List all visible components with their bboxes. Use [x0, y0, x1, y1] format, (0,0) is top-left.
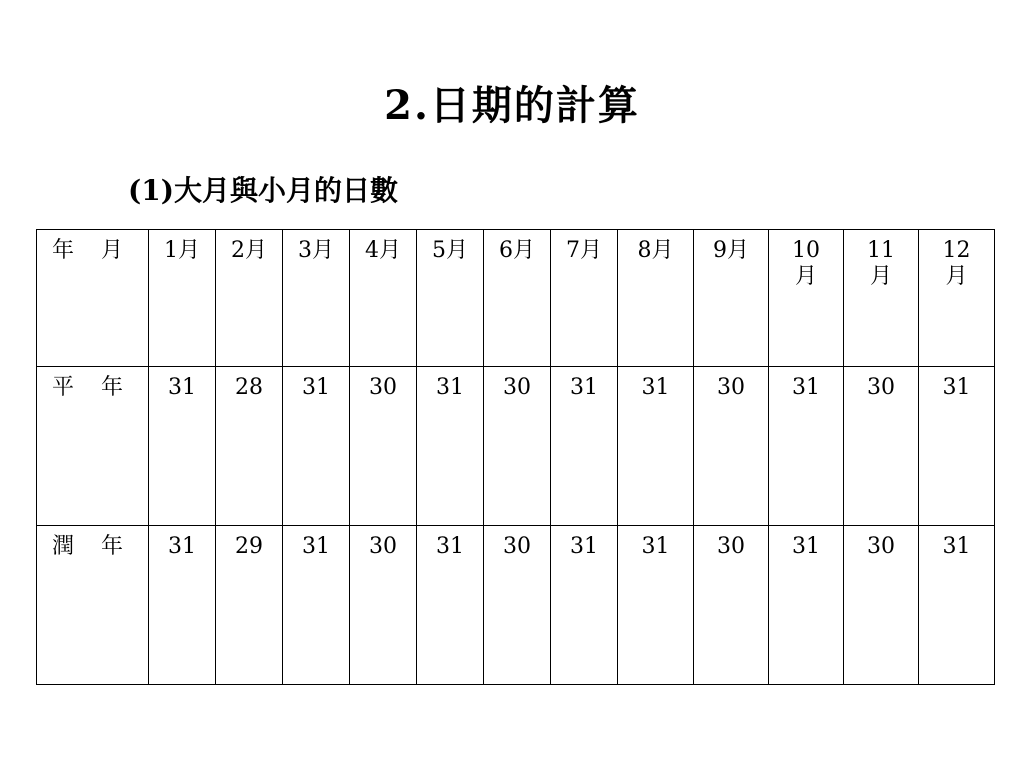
day-count-cell: 31 — [283, 367, 350, 526]
day-count-cell: 31 — [618, 526, 694, 685]
month-header-cell: 11月 — [844, 230, 919, 367]
table-header-row — [37, 230, 995, 367]
month-header-cell: 10月 — [769, 230, 844, 367]
table-row-leap-year — [37, 526, 995, 685]
day-count-cell: 31 — [919, 367, 995, 526]
month-header-cell: 6月 — [484, 230, 551, 367]
month-header-cell: 4月 — [350, 230, 417, 367]
day-count-cell: 30 — [350, 367, 417, 526]
month-days-table — [36, 229, 995, 685]
day-count-cell: 30 — [350, 526, 417, 685]
day-count-cell: 28 — [216, 367, 283, 526]
header-corner-cell: 年 月 — [37, 230, 149, 367]
month-header-cell: 8月 — [618, 230, 694, 367]
day-count-cell: 30 — [484, 526, 551, 685]
day-count-cell: 31 — [417, 367, 484, 526]
day-count-cell: 31 — [283, 526, 350, 685]
month-header-cell: 2月 — [216, 230, 283, 367]
page-title: 2.日期的計算 — [384, 82, 640, 129]
month-header-cell: 9月 — [694, 230, 769, 367]
day-count-cell: 30 — [844, 367, 919, 526]
month-header-cell: 12月 — [919, 230, 995, 367]
month-header-cell: 3月 — [283, 230, 350, 367]
day-count-cell: 31 — [551, 526, 618, 685]
day-count-cell: 31 — [149, 367, 216, 526]
row-label-cell: 潤 年 — [37, 526, 149, 685]
row-label-cell: 平 年 — [37, 367, 149, 526]
day-count-cell: 31 — [769, 526, 844, 685]
day-count-cell: 31 — [551, 367, 618, 526]
day-count-cell: 30 — [844, 526, 919, 685]
month-header-cell: 5月 — [417, 230, 484, 367]
day-count-cell: 31 — [149, 526, 216, 685]
day-count-cell: 31 — [769, 367, 844, 526]
day-count-cell: 31 — [919, 526, 995, 685]
day-count-cell: 30 — [484, 367, 551, 526]
day-count-cell: 30 — [694, 367, 769, 526]
month-header-cell: 1月 — [149, 230, 216, 367]
day-count-cell: 31 — [417, 526, 484, 685]
table-row-common-year — [37, 367, 995, 526]
day-count-cell: 30 — [694, 526, 769, 685]
month-header-cell: 7月 — [551, 230, 618, 367]
day-count-cell: 29 — [216, 526, 283, 685]
day-count-cell: 31 — [618, 367, 694, 526]
section-subtitle: (1)大月與小月的日數 — [128, 174, 398, 207]
